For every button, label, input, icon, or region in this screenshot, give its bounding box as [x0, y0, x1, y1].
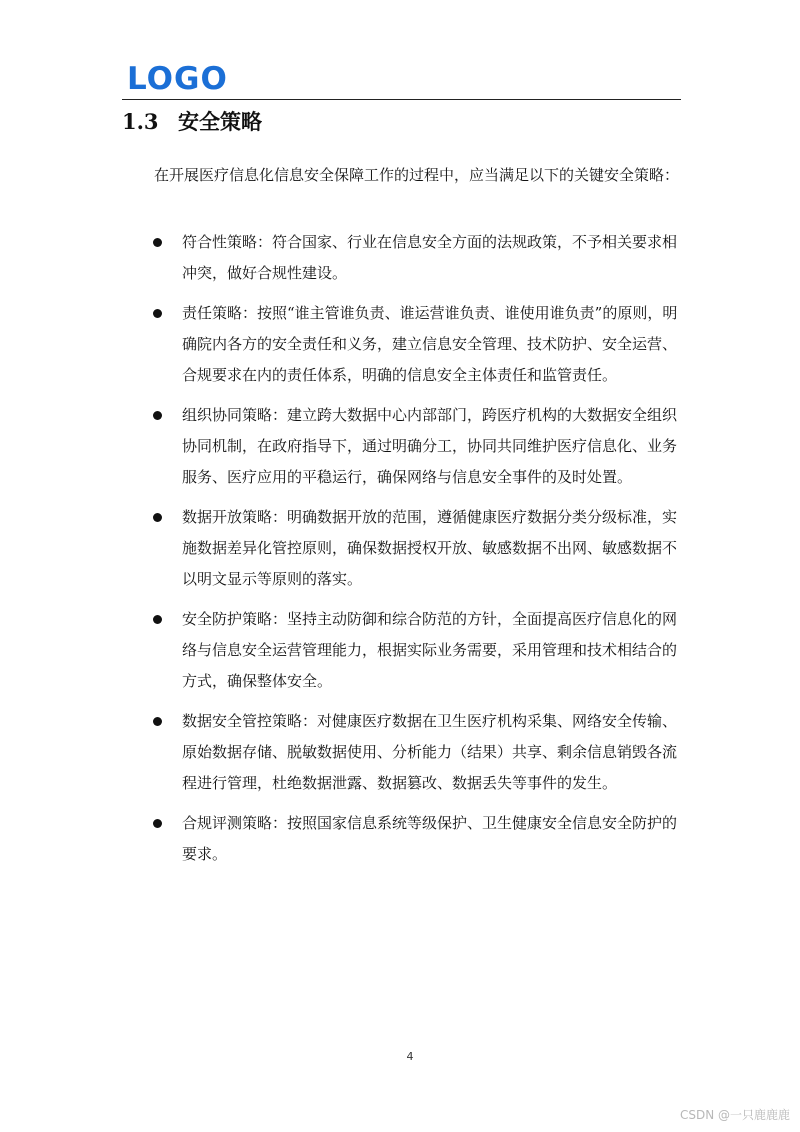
- section-title: 安全策略: [178, 109, 262, 134]
- watermark: CSDN @一只鹿鹿鹿: [679, 1108, 790, 1122]
- list-item-text: 安全防护策略：坚持主动防御和综合防范的方针，全面提高医疗信息化的网络与信息安全运营管理能力，根据实际业务需要，采用管理和技术相结合的方式，确保整体安全。: [182, 610, 678, 690]
- list-item: [122, 808, 682, 870]
- list-item-text: 符合性策略：符合国家、行业在信息安全方面的法规政策，不予相关要求相冲突，做好合规性建设。: [182, 233, 678, 282]
- intro-paragraph: 在开展医疗信息化信息安全保障工作的过程中，应当满足以下的关键安全策略：: [154, 166, 680, 184]
- list-item-text: 合规评测策略：按照国家信息系统等级保护、卫生健康安全信息安全防护的要求。: [182, 814, 678, 863]
- list-item-text: 数据开放策略：明确数据开放的范围，遵循健康医疗数据分类分级标准，实施数据差异化管控原则，确保数据授权开放、敏感数据不出网、敏感数据不以明文显示等原则的落实。: [182, 508, 678, 588]
- header-divider: [122, 99, 681, 100]
- section-heading: [122, 108, 262, 136]
- bullet-icon: [153, 819, 162, 828]
- section-number: 1.3: [122, 109, 159, 134]
- list-item: [122, 298, 682, 391]
- list-item: [122, 706, 682, 799]
- bullet-icon: [153, 717, 162, 726]
- list-item: [122, 604, 682, 697]
- bullet-icon: [153, 513, 162, 522]
- list-item: [122, 227, 682, 289]
- bullet-icon: [153, 238, 162, 247]
- page-number: 4: [406, 1050, 414, 1063]
- logo: LOGO: [127, 61, 228, 97]
- list-item: [122, 502, 682, 595]
- bullet-icon: [153, 615, 162, 624]
- bullet-icon: [153, 411, 162, 420]
- list-item-text: 组织协同策略：建立跨大数据中心内部部门，跨医疗机构的大数据安全组织协同机制，在政府指导下，通过明确分工，协同共同维护医疗信息化、业务服务、医疗应用的平稳运行，确保网络与信息安全事件的及时处置。: [182, 406, 678, 486]
- list-item-text: 责任策略：按照“谁主管谁负责、谁运营谁负责、谁使用谁负责”的原则，明确院内各方的安全责任和义务，建立信息安全管理、技术防护、安全运营、合规要求在内的责任体系，明确的信息安全主体责任和监管责任。: [182, 304, 678, 384]
- list-item-text: 数据安全管控策略：对健康医疗数据在卫生医疗机构采集、网络安全传输、原始数据存储、脱敏数据使用、分析能力（结果）共享、剩余信息销毁各流程进行管理，杜绝数据泄露、数据篡改、数据丢失等事件的发生。: [182, 712, 678, 792]
- bullet-icon: [153, 309, 162, 318]
- list-item: [122, 400, 682, 493]
- policy-list: [122, 227, 682, 879]
